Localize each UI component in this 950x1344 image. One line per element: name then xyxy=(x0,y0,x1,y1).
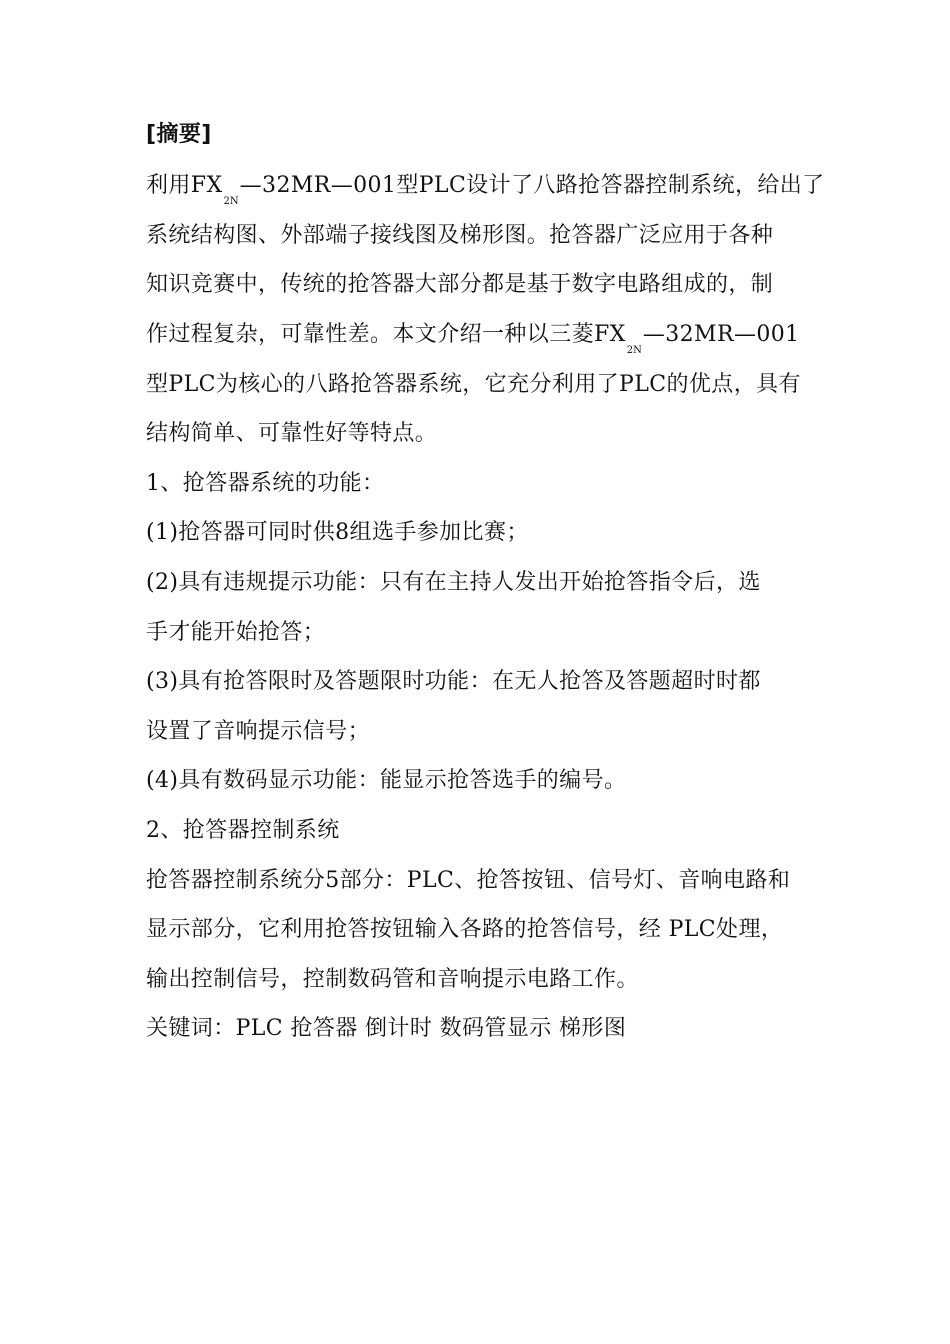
abstract-line-4-part-a: 作过程复杂，可靠性差。本文介绍一种以三菱FX xyxy=(146,322,626,347)
function-item-2-line-2: 手才能开始抢答； xyxy=(146,620,326,645)
function-item-1: (1)抢答器可同时供8组选手参加比赛； xyxy=(146,520,529,545)
abstract-line-3: 知识竞赛中，传统的抢答器大部分都是基于数字电路组成的，制 xyxy=(146,272,774,297)
abstract-line-1-part-a: 利用FX xyxy=(146,173,223,198)
subscript-2n: 2N xyxy=(626,345,642,356)
function-item-3-line-2: 设置了音响提示信号； xyxy=(146,719,371,744)
abstract-line-4 xyxy=(146,320,826,354)
abstract-line-5: 型PLC为核心的八路抢答器系统，它充分利用了PLC的优点，具有 xyxy=(146,372,801,397)
abstract-line-6: 结构简单、可靠性好等特点。 xyxy=(146,421,438,446)
section-2-line-3: 输出控制信号，控制数码管和音响提示电路工作。 xyxy=(146,967,639,992)
abstract-line-1-part-b: —32MR—001型PLC设计了八路抢答器控制系统，给出了 xyxy=(239,173,825,198)
section-2-line-2: 显示部分，它利用抢答按钮输入各路的抢答信号，经 PLC处理， xyxy=(146,917,784,942)
abstract-line-2: 系统结构图、外部端子接线图及梯形图。抢答器广泛应用于各种 xyxy=(146,223,774,248)
abstract-heading: [摘要] xyxy=(146,122,212,147)
function-item-4: (4)具有数码显示功能：能显示抢答选手的编号。 xyxy=(146,768,627,793)
section-1-title: 1、抢答器系统的功能： xyxy=(146,471,385,496)
subscript-2n: 2N xyxy=(223,196,239,207)
abstract-line-1 xyxy=(146,171,826,205)
section-2-title: 2、抢答器控制系统 xyxy=(146,818,340,843)
function-item-2-line-1: (2)具有违规提示功能：只有在主持人发出开始抢答指令后，选 xyxy=(146,570,761,595)
function-item-3-line-1: (3)具有抢答限时及答题限时功能：在无人抢答及答题超时时都 xyxy=(146,669,761,694)
keywords-line: 关键词：PLC 抢答器 倒计时 数码管显示 梯形图 xyxy=(146,1016,627,1041)
section-2-line-1: 抢答器控制系统分5部分：PLC、抢答按钮、信号灯、音响电路和 xyxy=(146,868,791,893)
abstract-line-4-part-b: —32MR—001 xyxy=(642,322,800,347)
